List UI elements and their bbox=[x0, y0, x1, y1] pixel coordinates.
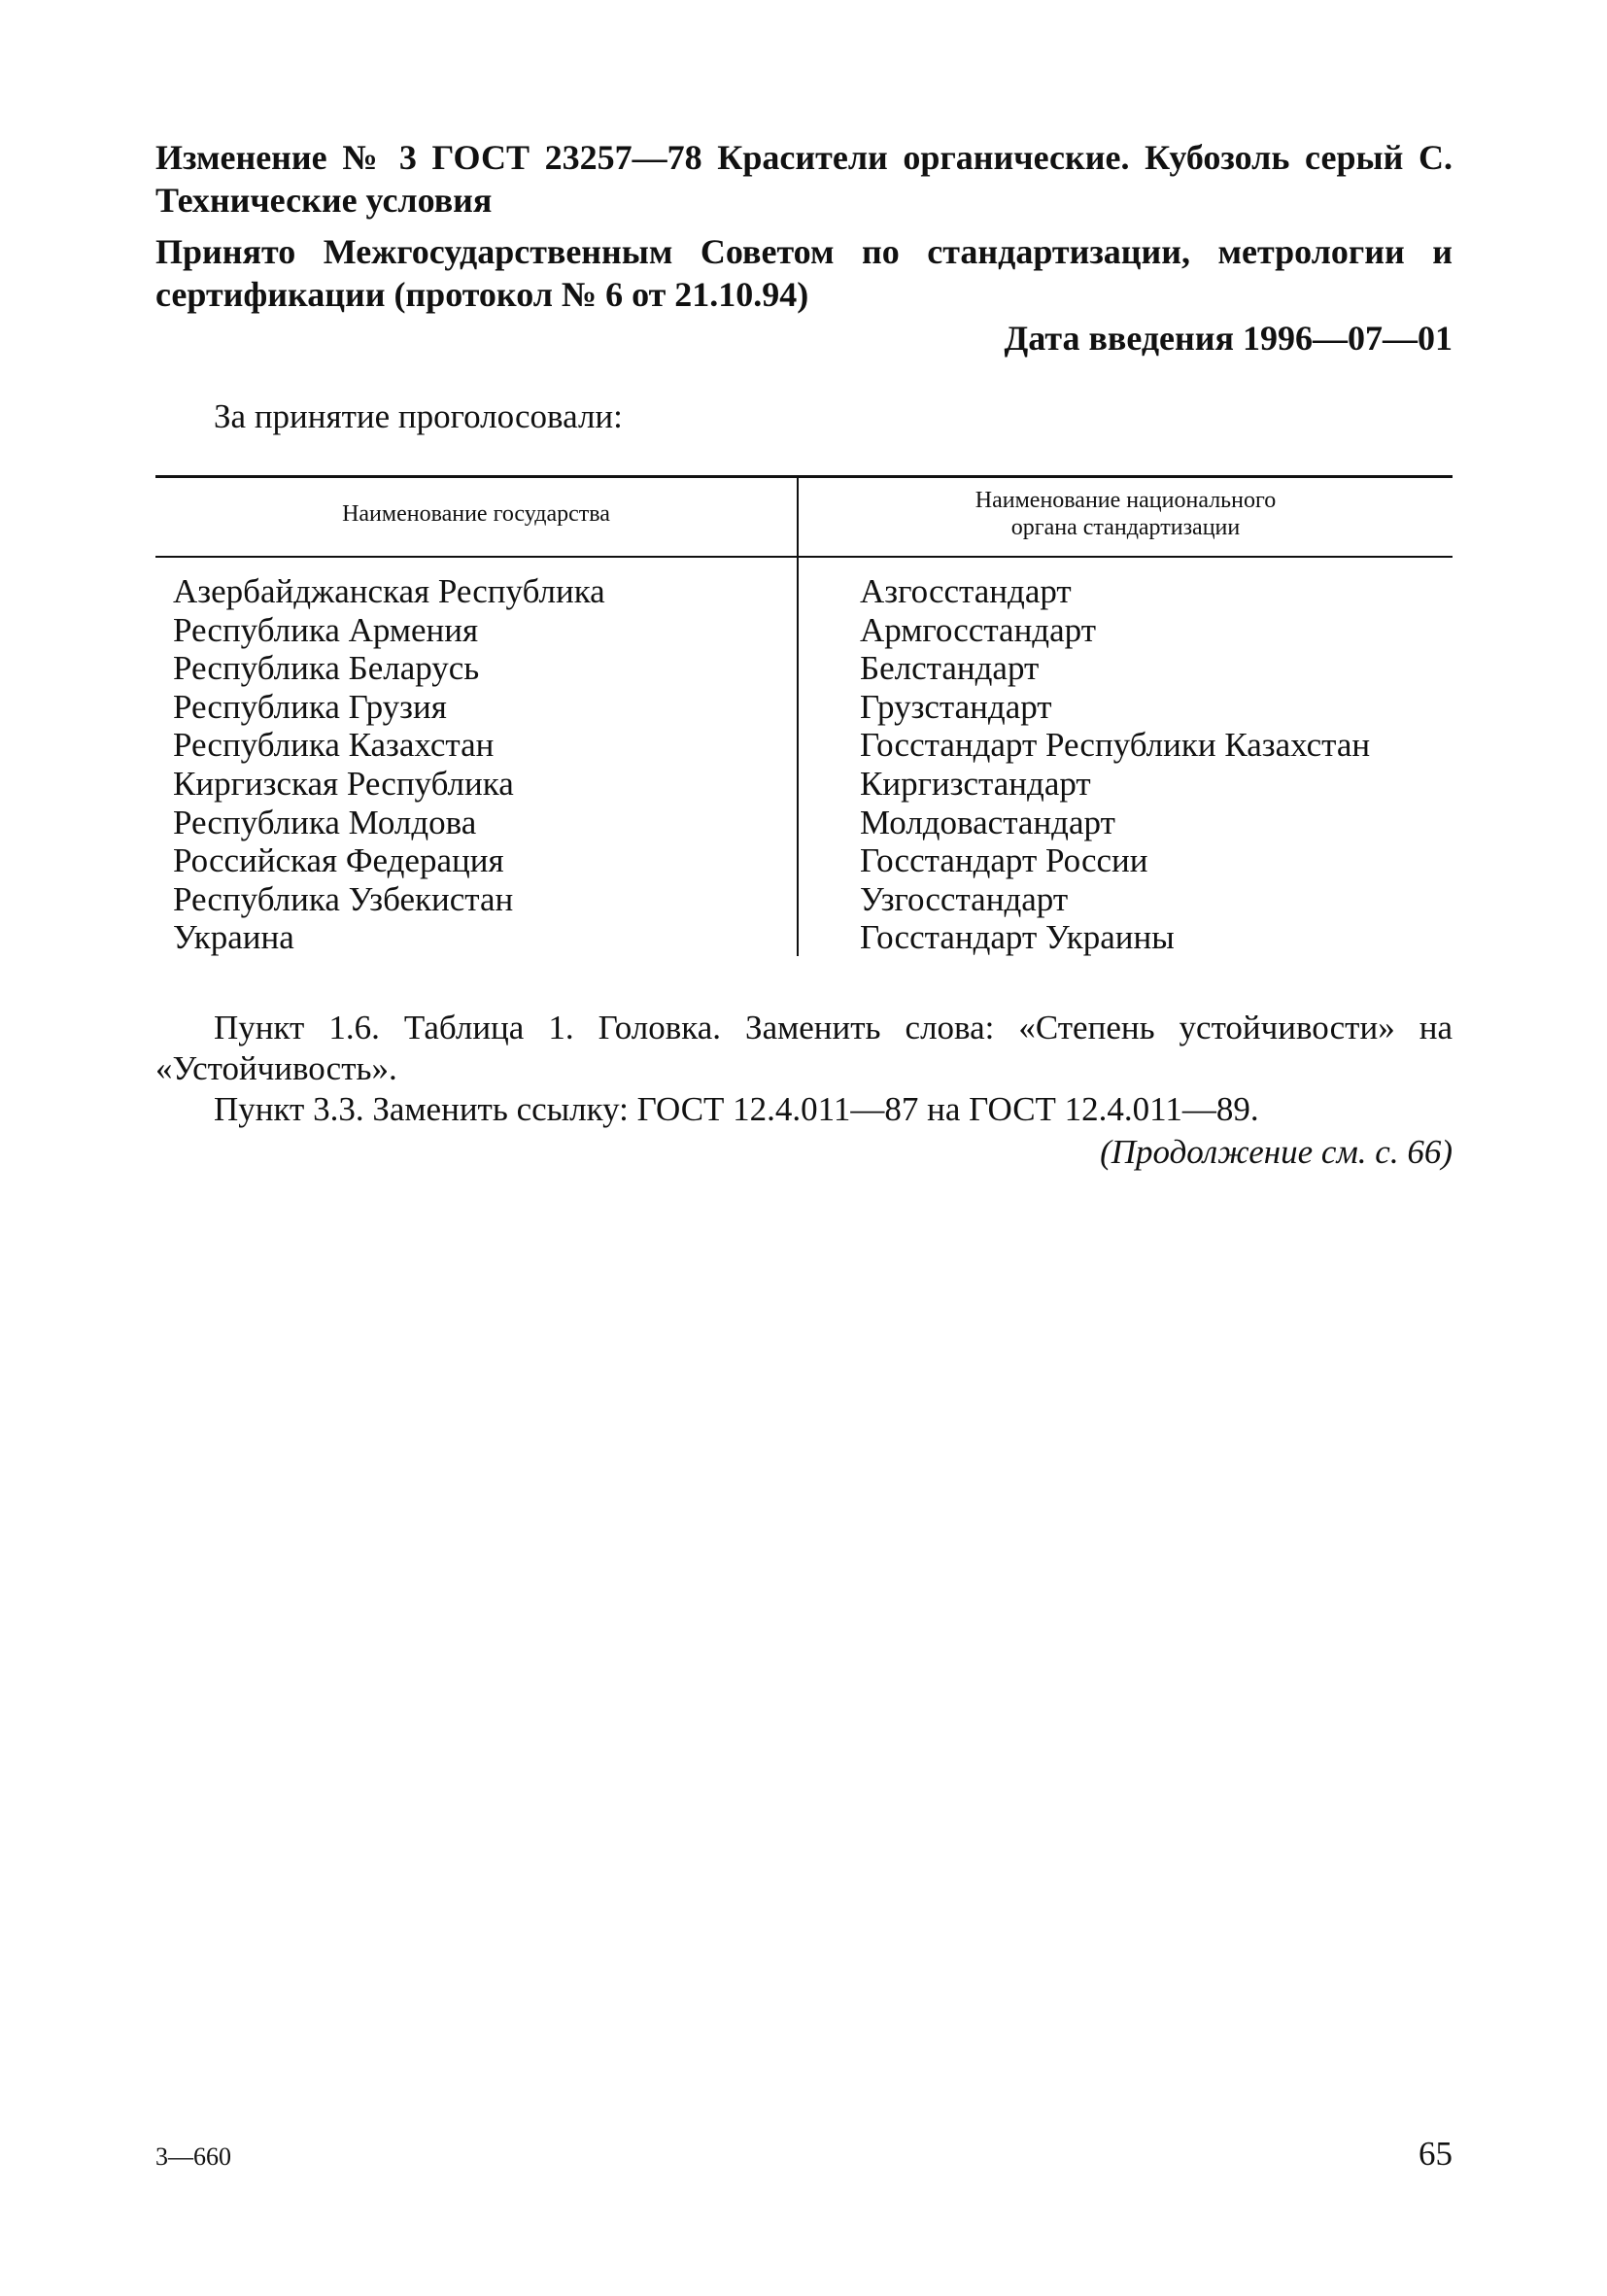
table-cell-state: Азербайджанская Республика bbox=[173, 572, 605, 610]
table-cell-state: Украина bbox=[173, 918, 294, 957]
amendment-paragraph-2: Пункт 3.3. Заменить ссылку: ГОСТ 12.4.011—87 на ГОСТ 12.4.011—89. bbox=[214, 1090, 1259, 1128]
acceptance-statement: Принято Межгосударственным Советом по стандартизации, метрологии и сертификации (протокол № 6 от 21.10.94) bbox=[155, 232, 1453, 314]
table-cell-state: Киргизская Республика bbox=[173, 764, 514, 803]
table-cell-organ: Узгосстандарт bbox=[860, 879, 1069, 918]
table-cell-organ: Молдовастандарт bbox=[860, 803, 1115, 841]
page-number: 65 bbox=[1419, 2135, 1453, 2173]
table-cell-organ: Киргизстандарт bbox=[860, 764, 1091, 803]
table-column-divider bbox=[797, 475, 799, 956]
table-header-state: Наименование государства bbox=[342, 501, 610, 527]
table-cell-state: Республика Казахстан bbox=[173, 726, 495, 765]
table-header-organ-label: Наименование национального органа стандартизации bbox=[974, 488, 1277, 540]
table-header-rule bbox=[155, 556, 1453, 558]
table-cell-state: Республика Беларусь bbox=[173, 649, 480, 688]
table-cell-state: Республика Грузия bbox=[173, 687, 447, 726]
table-cell-state: Российская Федерация bbox=[173, 841, 504, 880]
state-column bbox=[173, 572, 605, 957]
organ-column bbox=[860, 572, 1370, 957]
table-cell-organ: Белстандарт bbox=[860, 649, 1040, 688]
table-cell-organ: Грузстандарт bbox=[860, 687, 1052, 726]
effective-date: Дата введения 1996—07—01 bbox=[1004, 319, 1453, 358]
continuation-note: (Продолжение см. с. 66) bbox=[1100, 1133, 1453, 1171]
table-cell-organ: Госстандарт России bbox=[860, 841, 1148, 880]
document-title: Изменение № 3 ГОСТ 23257—78 Красители органические. Кубозоль серый С. Технические условия bbox=[155, 138, 1453, 220]
table-top-rule bbox=[155, 475, 1453, 478]
table-cell-organ: Госстандарт Республики Казахстан bbox=[860, 726, 1371, 765]
amendment-paragraph-1: Пункт 1.6. Таблица 1. Головка. Заменить слова: «Степень устойчивости» на «Устойчивость». bbox=[155, 1009, 1453, 1087]
table-cell-organ: Госстандарт Украины bbox=[860, 918, 1175, 957]
table-cell-organ: Армгосстандарт bbox=[860, 610, 1096, 649]
footer-code: 3—660 bbox=[155, 2142, 231, 2171]
table-cell-state: Республика Узбекистан bbox=[173, 879, 514, 918]
table-cell-state: Республика Молдова bbox=[173, 803, 477, 841]
table-cell-state: Республика Армения bbox=[173, 610, 479, 649]
table-cell-organ: Азгосстандарт bbox=[860, 572, 1072, 610]
voted-intro: За принятие проголосовали: bbox=[214, 397, 623, 435]
table-header-organ bbox=[799, 487, 1453, 541]
